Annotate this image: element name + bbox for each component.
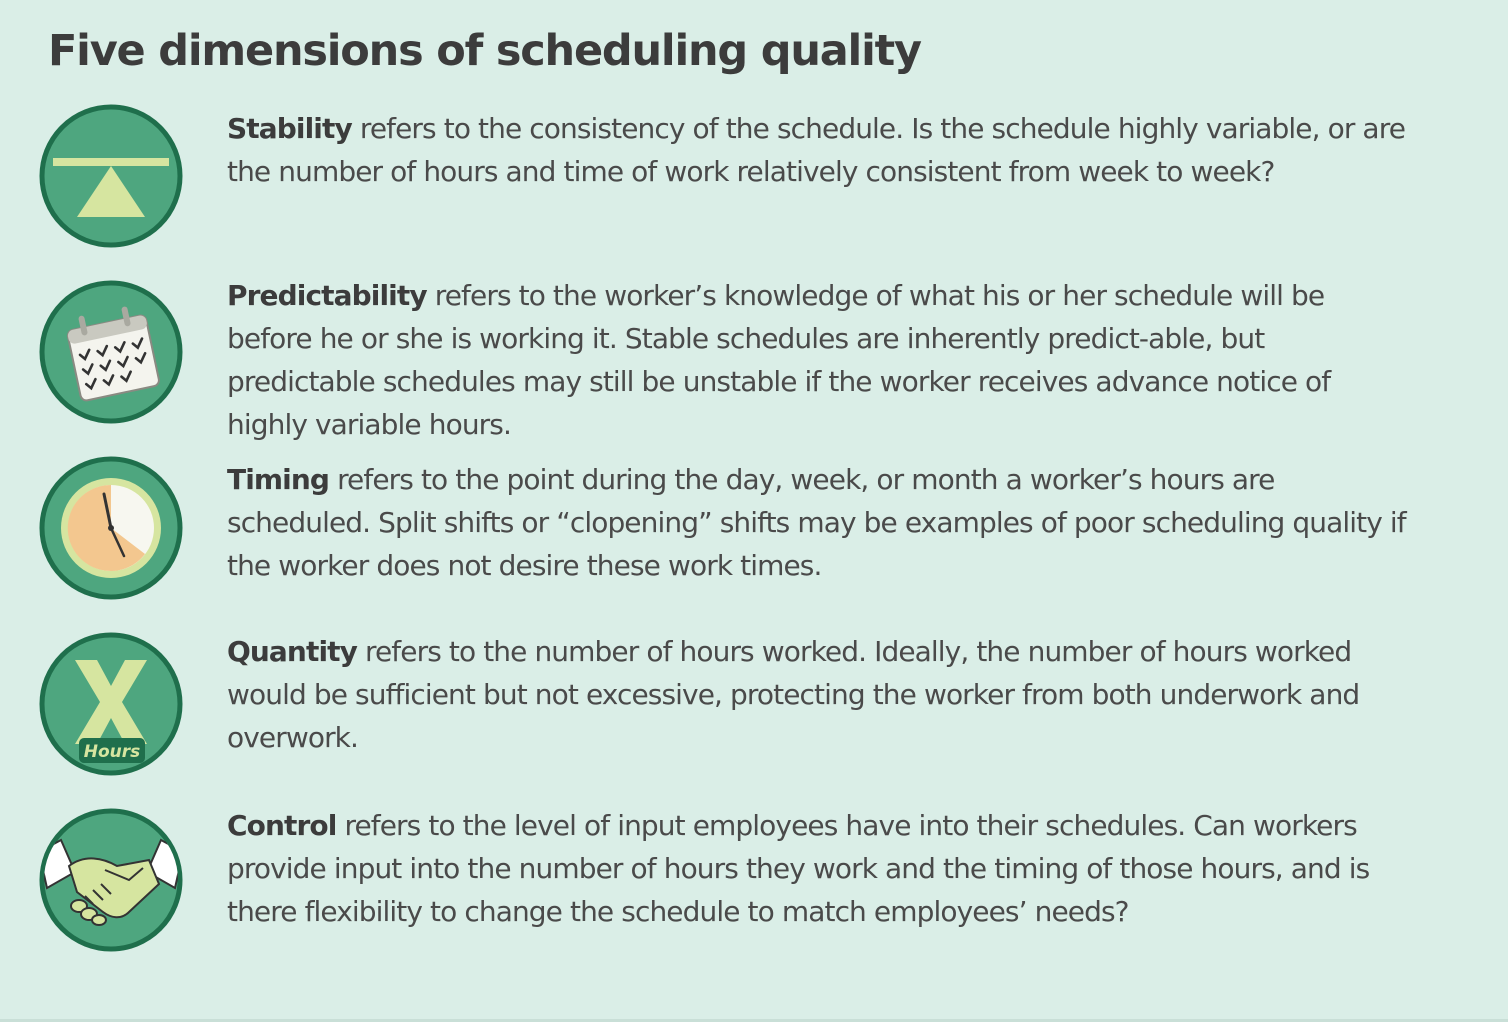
dimension-term: Timing: [227, 463, 330, 496]
dimension-text: refers to the level of input employees have into their schedules. Can workers provide input into the number of hours they work and the timing of those hours, and is there flexibility to change the schedule to match employees’ needs?: [227, 809, 1370, 928]
dimension-term: Control: [227, 809, 337, 842]
seesaw-balance-icon: [39, 104, 183, 248]
clock-icon: [39, 456, 183, 600]
hours-label: Hours: [83, 742, 141, 762]
dimension-term: Quantity: [227, 635, 357, 668]
dimension-description: [227, 630, 1407, 759]
dimension-description: [227, 274, 1407, 446]
dimension-text: refers to the number of hours worked. Ideally, the number of hours worked would be sufficient but not excessive, protecting the worker from both underwork and overwork.: [227, 635, 1360, 754]
dimension-text: refers to the point during the day, week, or month a worker’s hours are scheduled. Split shifts or “clopening” shifts may be examples of poor scheduling quality if the worker does not desire these work times.: [227, 463, 1406, 582]
calendar-icon: [39, 280, 183, 424]
dimension-text: refers to the consistency of the schedule. Is the schedule highly variable, or are the number of hours and time of work relatively consistent from week to week?: [227, 112, 1406, 188]
dimension-term: Stability: [227, 112, 352, 145]
dimension-description: [227, 804, 1407, 933]
dimension-description: [227, 458, 1407, 587]
dimension-term: Predictability: [227, 279, 427, 312]
page-title: Five dimensions of scheduling quality: [48, 26, 921, 76]
dimension-description: [227, 107, 1407, 193]
dimension-text: refers to the worker’s knowledge of what his or her schedule will be before he or she is working it. Stable schedules are inherently predict-able, but predictable schedules may still be unstable if the worker receives advance notice of highly variable hours.: [227, 279, 1331, 441]
handshake-icon: [39, 808, 183, 952]
x-hours-icon: [39, 632, 183, 776]
